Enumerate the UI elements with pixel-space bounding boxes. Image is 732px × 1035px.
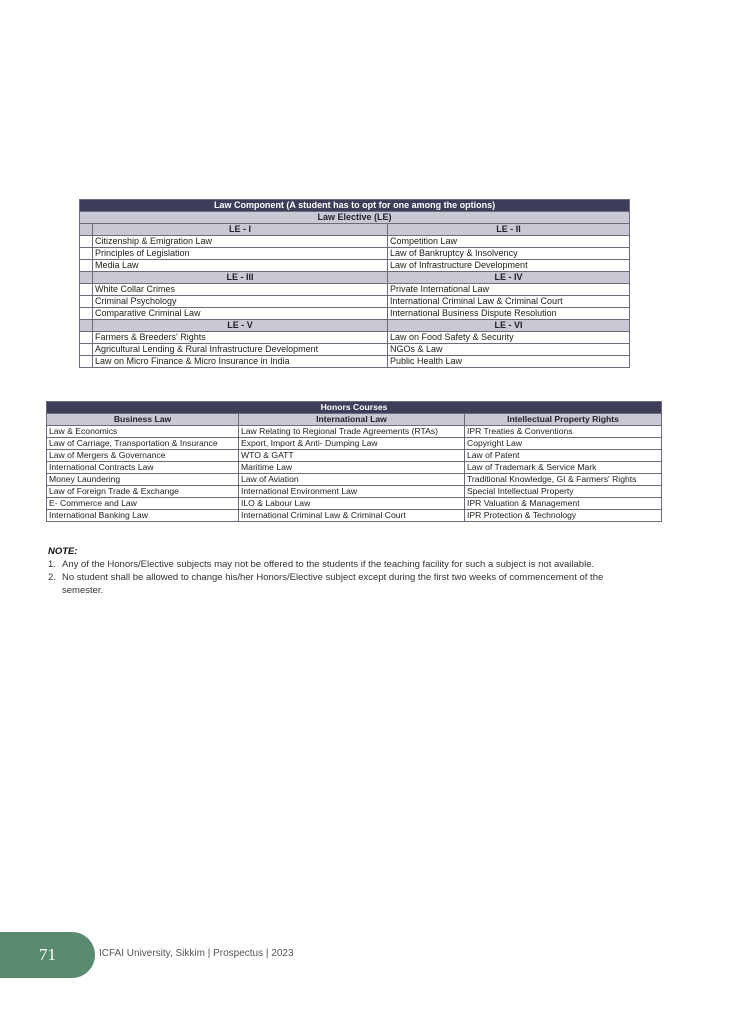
table-row	[47, 438, 662, 450]
table-cell: WTO & GATT	[239, 450, 465, 462]
table-cell: IPR Protection & Technology	[465, 510, 662, 522]
page-number-tab	[0, 932, 95, 978]
group-head-left: LE - I	[93, 224, 388, 236]
elective-right: Private International Law	[388, 284, 630, 296]
table-row	[80, 284, 630, 296]
group-head-right: LE - VI	[388, 320, 630, 332]
index-cell	[80, 272, 93, 284]
law-component-table	[79, 199, 630, 368]
table-row	[80, 236, 630, 248]
table-cell: Law of Carriage, Transportation & Insurance	[47, 438, 239, 450]
table-row	[80, 308, 630, 320]
notes-section	[48, 545, 628, 597]
table-row	[80, 260, 630, 272]
group-head-left: LE - III	[93, 272, 388, 284]
note-number: 2.	[48, 572, 56, 583]
index-cell	[80, 332, 93, 344]
elective-left: Agricultural Lending & Rural Infrastructure Development	[93, 344, 388, 356]
elective-right: International Business Dispute Resolution	[388, 308, 630, 320]
index-cell	[80, 320, 93, 332]
group-head-left: LE - V	[93, 320, 388, 332]
table-cell: Money Laundering	[47, 474, 239, 486]
elective-left: Media Law	[93, 260, 388, 272]
table-cell: International Criminal Law & Criminal Court	[239, 510, 465, 522]
elective-left: White Collar Crimes	[93, 284, 388, 296]
index-cell	[80, 260, 93, 272]
table-row	[47, 486, 662, 498]
table-cell: ILO & Labour Law	[239, 498, 465, 510]
table-cell: Export, Import & Anti- Dumping Law	[239, 438, 465, 450]
table-row	[80, 296, 630, 308]
honors-courses-table	[46, 401, 662, 522]
table-row	[47, 450, 662, 462]
note-number: 1.	[48, 559, 56, 570]
elective-right: International Criminal Law & Criminal Court	[388, 296, 630, 308]
table-cell: Law Relating to Regional Trade Agreements (RTAs)	[239, 426, 465, 438]
honors-title: Honors Courses	[47, 402, 662, 414]
note-text: No student shall be allowed to change his/her Honors/Elective subject except during the first two weeks of commencement of the semester.	[62, 572, 604, 596]
elective-left: Farmers & Breeders' Rights	[93, 332, 388, 344]
index-cell	[80, 248, 93, 260]
table-row	[47, 426, 662, 438]
table-row	[80, 344, 630, 356]
group-head-right: LE - II	[388, 224, 630, 236]
index-cell	[80, 236, 93, 248]
table-cell: Maritime Law	[239, 462, 465, 474]
table-row	[80, 332, 630, 344]
table-row	[80, 248, 630, 260]
table-cell: Law & Economics	[47, 426, 239, 438]
column-header: Business Law	[47, 414, 239, 426]
table-row	[47, 498, 662, 510]
table-cell: IPR Valuation & Management	[465, 498, 662, 510]
note-text: Any of the Honors/Elective subjects may not be offered to the students if the teaching facility for such a subject is not available.	[62, 559, 595, 570]
index-cell	[80, 296, 93, 308]
table-cell: Law of Trademark & Service Mark	[465, 462, 662, 474]
table-row	[47, 510, 662, 522]
table-cell: Copyright Law	[465, 438, 662, 450]
elective-right: Public Health Law	[388, 356, 630, 368]
index-cell	[80, 356, 93, 368]
elective-left: Comparative Criminal Law	[93, 308, 388, 320]
group-head-right: LE - IV	[388, 272, 630, 284]
table-cell: Special Intellectual Property	[465, 486, 662, 498]
elective-left: Citizenship & Emigration Law	[93, 236, 388, 248]
index-cell	[80, 308, 93, 320]
table-row	[47, 474, 662, 486]
table-cell: Law of Foreign Trade & Exchange	[47, 486, 239, 498]
elective-right: NGOs & Law	[388, 344, 630, 356]
table-cell: IPR Treaties & Conventions	[465, 426, 662, 438]
page-number: 71	[39, 945, 56, 964]
table-cell: Traditional Knowledge, GI & Farmers' Rights	[465, 474, 662, 486]
table-cell: E- Commerce and Law	[47, 498, 239, 510]
note-item	[48, 571, 628, 597]
column-header: International Law	[239, 414, 465, 426]
elective-left: Law on Micro Finance & Micro Insurance in India	[93, 356, 388, 368]
index-cell	[80, 284, 93, 296]
table-row	[47, 462, 662, 474]
index-cell	[80, 224, 93, 236]
elective-right: Competition Law	[388, 236, 630, 248]
index-cell	[80, 344, 93, 356]
table-cell: Law of Mergers & Governance	[47, 450, 239, 462]
elective-right: Law of Infrastructure Development	[388, 260, 630, 272]
table-cell: International Environment Law	[239, 486, 465, 498]
table-cell: International Banking Law	[47, 510, 239, 522]
note-item	[48, 558, 628, 571]
note-title: NOTE:	[48, 546, 78, 557]
law-component-title: Law Component (A student has to opt for one among the options)	[80, 200, 630, 212]
elective-left: Principles of Legislation	[93, 248, 388, 260]
elective-right: Law on Food Safety & Security	[388, 332, 630, 344]
table-cell: Law of Aviation	[239, 474, 465, 486]
elective-right: Law of Bankruptcy & Insolvency	[388, 248, 630, 260]
column-header: Intellectual Property Rights	[465, 414, 662, 426]
footer-text: ICFAI University, Sikkim | Prospectus | 2023	[99, 948, 294, 959]
table-cell: International Contracts Law	[47, 462, 239, 474]
elective-left: Criminal Psychology	[93, 296, 388, 308]
table-cell: Law of Patent	[465, 450, 662, 462]
table-row	[80, 356, 630, 368]
law-elective-subtitle: Law Elective (LE)	[80, 212, 630, 224]
